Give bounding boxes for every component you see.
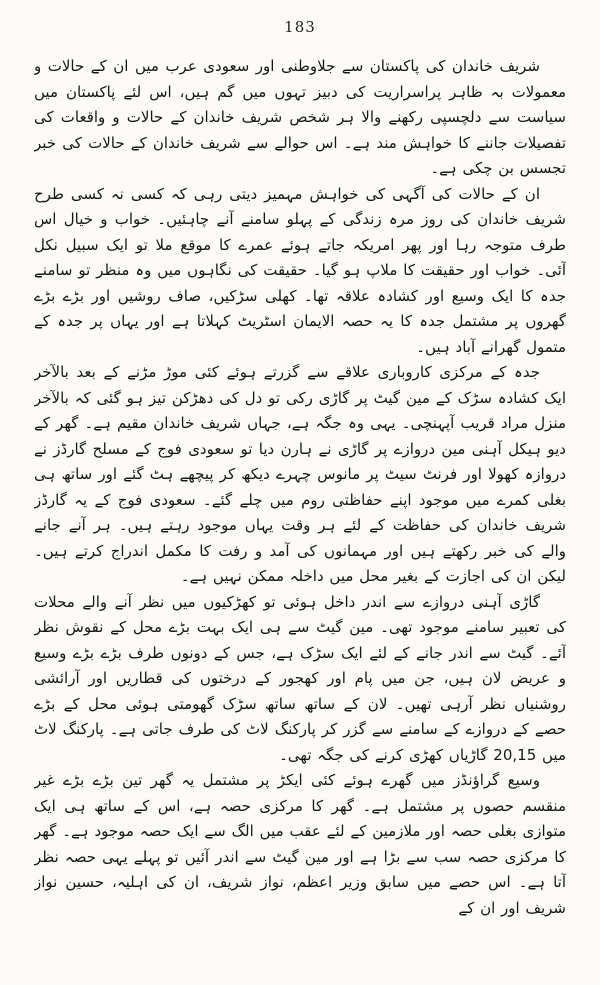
paragraph: جدہ کے مرکزی کاروباری علاقے سے گزرتے ہوئے کئی موڑ مڑنے کے بعد بالآخر ایک کشادہ سڑک کے مین گیٹ پر گاڑی رکی تو دل کی دھڑکن تیز ہو گئی کہ بالآخر منزل مراد قریب آپہنچی۔ یہی وہ جگہ ہے، جہاں شریف خاندان مقیم ہے۔ گھر کے دیو ہیکل آہنی مین دروازے پر گاڑی نے ہارن دیا تو سعودی فوج کے مسلح گارڈز نے دروازہ کھولا اور فرنٹ سیٹ پر مانوس چہرے دیکھ کر پیچھے ہٹ گئے اور ساتھ ہی بغلی کمرے میں موجود اپنے حفاظتی روم میں چلے گئے۔ سعودی فوج کے یہ گارڈز شریف خاندان کی حفاظت کے لئے ہر وقت یہاں موجود رہتے ہیں۔ ہر آنے جانے والے کی خبر رکھتے ہیں اور مہمانوں کی آمد و رفت کا مکمل اندراج کرتے ہیں۔ لیکن ان کی اجازت کے بغیر محل میں داخلہ ممکن نہیں ہے۔ [34, 363, 566, 585]
paragraph: گاڑی آہنی دروازے سے اندر داخل ہوئی تو کھڑکیوں میں نظر آنے والے محلات کی تعبیر سامنے موجود تھی۔ مین گیٹ سے ہی ایک بہت بڑے محل کے نقوش نظر آئے۔ گیٹ سے اندر جانے کے لئے ایک سڑک ہے، جس کے دونوں طرف بڑے بڑے وسیع و عریض لان ہیں، جن میں پام اور کھجور کے درختوں کی قطاریں اور آرائشی روشنیاں نظر آرہی تھیں۔ لان کے ساتھ ساتھ سڑک گھومتی ہوئی محل کے بڑے حصے کے دروازے کے سامنے سے گزر کر پارکنگ لاٹ کی طرف جاتی ہے۔ پارکنگ لاٹ میں 20,15 گاڑیاں کھڑی کرنے کی جگہ تھی۔ [34, 592, 566, 764]
paragraph: ان کے حالات کی آگہی کی خواہش مہمیز دیتی رہی کہ کسی نہ کسی طرح شریف خاندان کی روز مرہ زندگی کے پہلو سامنے آنے چاہئیں۔ خواب و خیال اس طرف متوجہ رہا اور پھر امریکہ جاتے ہوئے عمرے کا موقع ملا تو ایک سبیل نکل آئی۔ خواب اور حقیقت کا ملاپ ہو گیا۔ حقیقت کی نگاہوں میں وہ منظر تو سامنے جدہ کا ایک وسیع اور کشادہ علاقہ تھا۔ کھلی سڑکیں، صاف روشیں اور بڑے بڑے گھروں پر مشتمل جدہ کا یہ حصہ الایمان اسٹریٹ کہلاتا ہے اور یہاں پر جدہ کے متمول گھرانے آباد ہیں۔ [34, 184, 566, 356]
text-body [34, 54, 566, 971]
paragraph: وسیع گراؤنڈز میں گھرے ہوئے کئی ایکڑ پر مشتمل یہ گھر تین بڑے بڑے غیر منقسم حصوں پر مشتمل ہے۔ گھر کا مرکزی حصہ ہے، اس کے ساتھ ہی ایک متوازی بغلی حصہ اور ملازمین کے لئے عقب میں الگ سے ایک حصہ موجود ہے۔ گھر کا مرکزی حصہ سب سے بڑا ہے اور مین گیٹ سے اندر آئیں تو پہلے یہی حصہ نظر آتا ہے۔ اس حصے میں سابق وزیر اعظم، نواز شریف، ان کی اہلیہ، حسین نواز شریف اور ان کے [34, 771, 566, 917]
page-number: 183 [284, 18, 316, 36]
paragraph: شریف خاندان کی پاکستان سے جلاوطنی اور سعودی عرب میں ان کے حالات و معمولات بہ ظاہر پراسراریت کی دبیز تہوں میں گم ہیں، اس لئے پاکستان میں سیاست سے دلچسپی رکھنے والا ہر شخص شریف خاندان کے حالات و واقعات کی تفصیلات جاننے کا خواہش مند ہے۔ اس حوالے سے شریف خاندان کے حالات کی خبر تجسس بن چکی ہے۔ [34, 57, 566, 177]
